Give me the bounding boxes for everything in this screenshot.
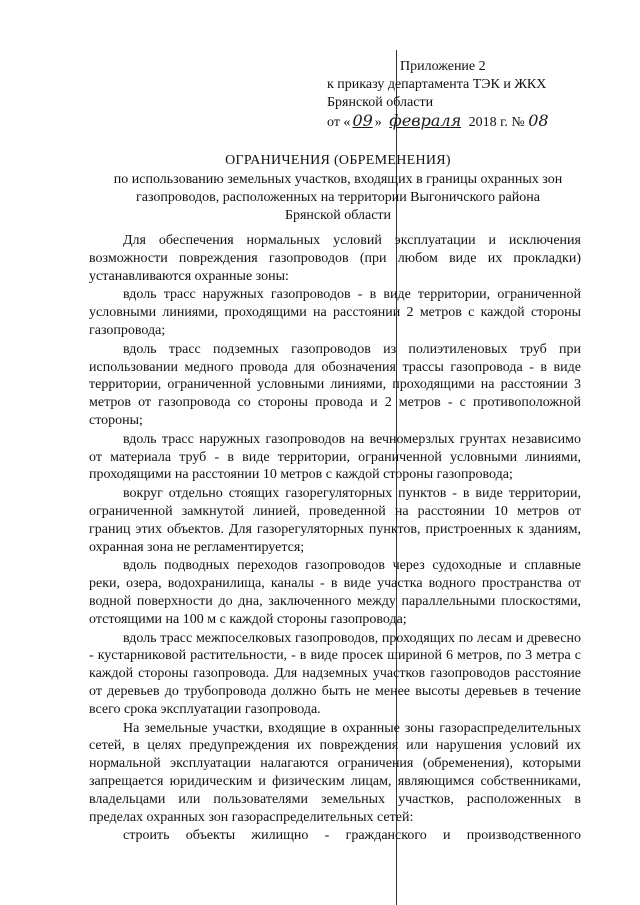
date-mid: » [374,115,382,130]
handwritten-day: 09 [352,111,373,130]
paragraph-permafrost-pipelines: вдоль трасс наружных газопроводов на вечномерзлых грунтах независимо от материала труб - в виде территории, ограниченной условными линиями, проходящими на расстоянии 10 метров с каждой стороны газопровода; [89,431,581,483]
paragraph-regulator-stations: вокруг отдельно стоящих газорегуляторных пунктов - в виде территории, ограниченной замкнутой линией, проведенной на расстоянии 10 метров от границ этих объектов. Для газорегуляторных пунктов, пристроенных к зданиям, охранная зона не регламентируется; [89,486,581,555]
title-line-3: Брянской области [284,208,392,223]
title-line-2: газопроводов, расположенных на территории Выгоничского района [136,190,540,205]
paragraph-underground-pipelines: вдоль трасс подземных газопроводов из полиэтиленовых труб при использовании медного провода для обозначения трассы газопровода - в виде территории, ограниченной условными линиями, проходящими на расстоянии 3 метров от газопровода со стороны провода и 2 метров - с противоположной стороны; [89,341,581,428]
paragraph-intro: Для обеспечения нормальных условий эксплуатации и исключения возможности повреждения газопроводов (при любом виде их прокладки) устанавливаются охранные зоны: [89,233,581,284]
paragraph-outdoor-pipelines: вдоль трасс наружных газопроводов - в виде территории, ограниченной условными линиями, проходящими на расстоянии 2 метров с каждой стороны газопровода; [89,287,581,338]
document-body [89,232,581,846]
date-prefix: от « [327,115,351,130]
document-heading: ОГРАНИЧЕНИЯ (ОБРЕМЕНЕНИЯ) [225,153,451,168]
appendix-region: Брянской области [327,95,434,110]
title-line-1: по использованию земельных участков, входящих в границы охранных зон [113,172,563,187]
paragraph-forest-pipelines: вдоль трасс межпоселковых газопроводов, проходящих по лесам и древесно - кустарниковой растительности, - в виде просек шириной 6 метров, по 3 метра с каждой стороны газопровода. Для надземных участков газопроводов расстояние от деревьев до трубопровода должно быть не менее высоты деревьев в течение всего срока эксплуатации газопровода. [89,630,581,717]
appendix-title: Приложение 2 [400,59,486,74]
appendix-date-line [327,112,617,132]
paragraph-underwater-crossings: вдоль подводных переходов газопроводов через судоходные и сплавные реки, озера, водохранилища, каналы - в виде участка водного пространства от водной поверхности до дна, заключенного между параллельными плоскостями, отстоящими на 100 м с каждой стороны газопровода; [89,558,581,627]
handwritten-doc-number: 08 [528,111,549,130]
document-title-block [88,152,588,225]
handwritten-month: февраля [389,111,462,130]
appendix-block [327,58,617,132]
paragraph-land-restrictions: На земельные участки, входящие в охранные зоны газораспределительных сетей, в целях предупреждения их повреждения или нарушения условий их нормальной эксплуатации налагаются ограничения (обременения), которыми запрещается юридическим и физическим лицам, являющимся собственниками, владельцами или пользователями земельных участков, расположенных в пределах охранных зон газораспределительных сетей: [89,720,581,825]
appendix-order-ref: к приказу департамента ТЭК и ЖКХ [327,77,547,92]
date-year: 2018 г. № [468,115,525,130]
paragraph-prohibition-build: строить объекты жилищно - гражданского и производственного [123,828,581,844]
